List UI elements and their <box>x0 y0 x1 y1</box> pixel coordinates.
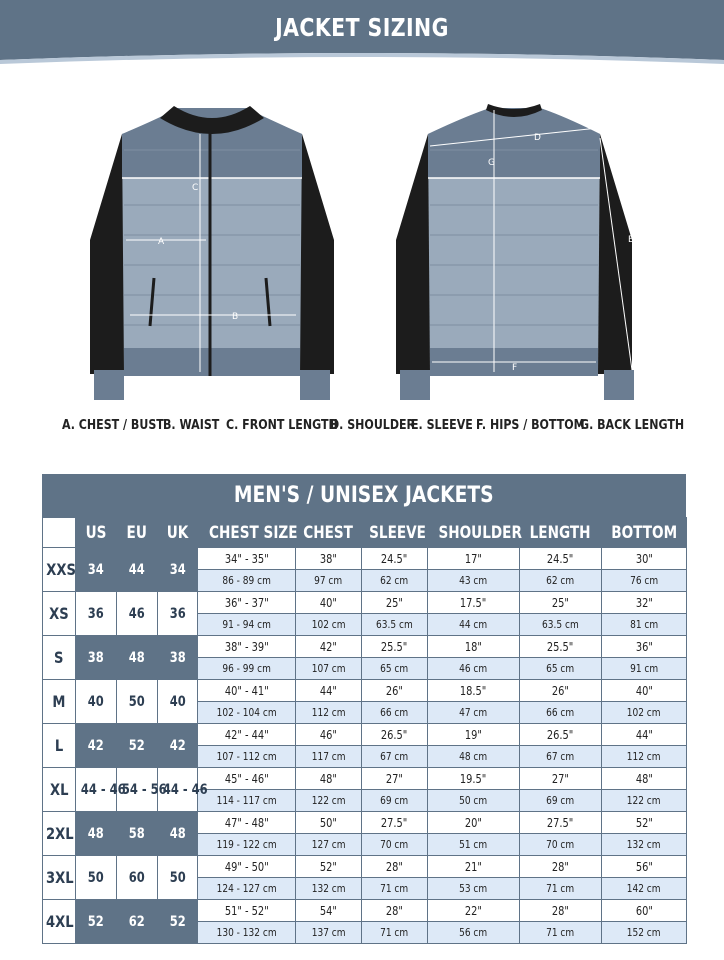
label-e: E <box>628 235 634 245</box>
sleeve-in: 26.5" <box>362 724 428 746</box>
shoulder-in: 17.5" <box>428 592 520 614</box>
label-c: C <box>192 183 199 193</box>
chest-cm: 102 cm <box>296 614 362 636</box>
column-header: LENGTH <box>520 518 602 548</box>
chest-cm: 132 cm <box>296 878 362 900</box>
chest-cm: 97 cm <box>296 570 362 592</box>
legend-item: A. CHEST / BUST <box>62 418 164 433</box>
chest-in: 42" <box>296 636 362 658</box>
chest-size-in: 38" - 39" <box>198 636 296 658</box>
legend-item: D. SHOULDER <box>330 418 416 433</box>
chest-size-in: 51" - 52" <box>198 900 296 922</box>
us-size: 50 <box>76 856 117 900</box>
table-row <box>43 812 687 834</box>
chest-cm: 127 cm <box>296 834 362 856</box>
sleeve-in: 25" <box>362 592 428 614</box>
sleeve-in: 25.5" <box>362 636 428 658</box>
column-header: SHOULDER <box>428 518 520 548</box>
shoulder-cm: 46 cm <box>428 658 520 680</box>
length-in: 27.5" <box>520 812 602 834</box>
header-blank <box>43 518 76 548</box>
chest-cm: 117 cm <box>296 746 362 768</box>
table-row <box>43 592 687 614</box>
sleeve-cm: 70 cm <box>362 834 428 856</box>
shoulder-cm: 48 cm <box>428 746 520 768</box>
bottom-in: 40" <box>602 680 687 702</box>
shoulder-cm: 53 cm <box>428 878 520 900</box>
bottom-in: 48" <box>602 768 687 790</box>
length-in: 28" <box>520 856 602 878</box>
bottom-cm: 142 cm <box>602 878 687 900</box>
size-label: S <box>43 636 76 680</box>
measurement-legend <box>0 418 724 440</box>
uk-size: 34 <box>158 548 198 592</box>
us-size: 36 <box>76 592 117 636</box>
bottom-cm: 91 cm <box>602 658 687 680</box>
legend-item: G. BACK LENGTH <box>580 418 685 433</box>
eu-size: 46 <box>117 592 158 636</box>
chest-size-in: 42" - 44" <box>198 724 296 746</box>
sleeve-in: 28" <box>362 900 428 922</box>
length-in: 28" <box>520 900 602 922</box>
sleeve-in: 27" <box>362 768 428 790</box>
length-cm: 67 cm <box>520 746 602 768</box>
chest-in: 48" <box>296 768 362 790</box>
size-label: 4XL <box>43 900 76 944</box>
sleeve-in: 24.5" <box>362 548 428 570</box>
front-jacket-figure <box>90 106 334 400</box>
length-cm: 63.5 cm <box>520 614 602 636</box>
chest-in: 46" <box>296 724 362 746</box>
bottom-in: 56" <box>602 856 687 878</box>
shoulder-in: 20" <box>428 812 520 834</box>
length-in: 24.5" <box>520 548 602 570</box>
table-row <box>43 680 687 702</box>
legend-item: F. HIPS / BOTTOM <box>476 418 585 433</box>
chest-size-in: 40" - 41" <box>198 680 296 702</box>
length-cm: 66 cm <box>520 702 602 724</box>
label-f: F <box>512 363 518 373</box>
label-g: G <box>488 158 495 168</box>
chest-cm: 107 cm <box>296 658 362 680</box>
length-in: 27" <box>520 768 602 790</box>
column-header: US <box>76 518 117 548</box>
legend-item: B. WAIST <box>163 418 220 433</box>
us-size: 34 <box>76 548 117 592</box>
bottom-cm: 112 cm <box>602 746 687 768</box>
label-a: A <box>158 237 165 247</box>
shoulder-cm: 50 cm <box>428 790 520 812</box>
us-size: 48 <box>76 812 117 856</box>
chest-size-cm: 102 - 104 cm <box>198 702 296 724</box>
chest-size-cm: 86 - 89 cm <box>198 570 296 592</box>
chest-cm: 122 cm <box>296 790 362 812</box>
bottom-in: 30" <box>602 548 687 570</box>
size-label: 3XL <box>43 856 76 900</box>
size-table <box>42 517 687 944</box>
length-cm: 71 cm <box>520 878 602 900</box>
sleeve-in: 26" <box>362 680 428 702</box>
label-b: B <box>232 312 239 322</box>
chest-in: 40" <box>296 592 362 614</box>
bottom-cm: 81 cm <box>602 614 687 636</box>
length-in: 25.5" <box>520 636 602 658</box>
eu-size: 54 - 56 <box>117 768 158 812</box>
length-cm: 70 cm <box>520 834 602 856</box>
column-header: SLEEVE <box>362 518 428 548</box>
shoulder-cm: 44 cm <box>428 614 520 636</box>
column-header: UK <box>158 518 198 548</box>
length-cm: 71 cm <box>520 922 602 944</box>
eu-size: 62 <box>117 900 158 944</box>
table-title: MEN'S / UNISEX JACKETS <box>42 474 686 518</box>
sleeve-cm: 67 cm <box>362 746 428 768</box>
shoulder-in: 18.5" <box>428 680 520 702</box>
column-header: CHEST SIZE <box>198 518 296 548</box>
table-row <box>43 548 687 570</box>
chest-in: 52" <box>296 856 362 878</box>
us-size: 38 <box>76 636 117 680</box>
length-cm: 69 cm <box>520 790 602 812</box>
size-label: XL <box>43 768 76 812</box>
length-in: 26.5" <box>520 724 602 746</box>
back-jacket-figure <box>396 104 634 400</box>
chest-size-cm: 91 - 94 cm <box>198 614 296 636</box>
shoulder-in: 19.5" <box>428 768 520 790</box>
uk-size: 42 <box>158 724 198 768</box>
shoulder-in: 17" <box>428 548 520 570</box>
uk-size: 52 <box>158 900 198 944</box>
sleeve-in: 27.5" <box>362 812 428 834</box>
size-label: L <box>43 724 76 768</box>
bottom-in: 44" <box>602 724 687 746</box>
legend-item: E. SLEEVE <box>411 418 473 433</box>
shoulder-cm: 51 cm <box>428 834 520 856</box>
bottom-cm: 152 cm <box>602 922 687 944</box>
shoulder-in: 22" <box>428 900 520 922</box>
us-size: 44 - 46 <box>76 768 117 812</box>
chest-size-in: 47" - 48" <box>198 812 296 834</box>
chest-size-cm: 96 - 99 cm <box>198 658 296 680</box>
table-row <box>43 768 687 790</box>
table-row <box>43 900 687 922</box>
us-size: 42 <box>76 724 117 768</box>
table-row <box>43 724 687 746</box>
us-size: 40 <box>76 680 117 724</box>
us-size: 52 <box>76 900 117 944</box>
chest-size-cm: 130 - 132 cm <box>198 922 296 944</box>
sleeve-cm: 62 cm <box>362 570 428 592</box>
chest-in: 50" <box>296 812 362 834</box>
shoulder-cm: 43 cm <box>428 570 520 592</box>
bottom-cm: 102 cm <box>602 702 687 724</box>
size-label: 2XL <box>43 812 76 856</box>
table-header-row <box>43 518 687 548</box>
shoulder-cm: 47 cm <box>428 702 520 724</box>
bottom-cm: 122 cm <box>602 790 687 812</box>
chest-in: 38" <box>296 548 362 570</box>
sleeve-in: 28" <box>362 856 428 878</box>
chest-in: 44" <box>296 680 362 702</box>
eu-size: 58 <box>117 812 158 856</box>
bottom-cm: 132 cm <box>602 834 687 856</box>
legend-item: C. FRONT LENGTH <box>226 418 338 433</box>
shoulder-in: 19" <box>428 724 520 746</box>
chest-size-in: 34" - 35" <box>198 548 296 570</box>
shoulder-in: 21" <box>428 856 520 878</box>
chest-size-in: 45" - 46" <box>198 768 296 790</box>
uk-size: 38 <box>158 636 198 680</box>
chest-size-in: 49" - 50" <box>198 856 296 878</box>
size-label: M <box>43 680 76 724</box>
bottom-in: 52" <box>602 812 687 834</box>
chest-size-in: 36" - 37" <box>198 592 296 614</box>
jacket-diagrams <box>0 90 724 410</box>
uk-size: 48 <box>158 812 198 856</box>
page-title: JACKET SIZING <box>275 13 449 42</box>
table-row <box>43 636 687 658</box>
sleeve-cm: 69 cm <box>362 790 428 812</box>
chest-in: 54" <box>296 900 362 922</box>
eu-size: 48 <box>117 636 158 680</box>
eu-size: 44 <box>117 548 158 592</box>
bottom-cm: 76 cm <box>602 570 687 592</box>
chest-cm: 137 cm <box>296 922 362 944</box>
table-row <box>43 856 687 878</box>
bottom-in: 32" <box>602 592 687 614</box>
chest-size-cm: 114 - 117 cm <box>198 790 296 812</box>
column-header: EU <box>117 518 158 548</box>
sleeve-cm: 66 cm <box>362 702 428 724</box>
length-in: 25" <box>520 592 602 614</box>
shoulder-in: 18" <box>428 636 520 658</box>
chest-cm: 112 cm <box>296 702 362 724</box>
sleeve-cm: 63.5 cm <box>362 614 428 636</box>
size-label: XS <box>43 592 76 636</box>
sleeve-cm: 65 cm <box>362 658 428 680</box>
column-header: CHEST <box>296 518 362 548</box>
eu-size: 60 <box>117 856 158 900</box>
chest-size-cm: 107 - 112 cm <box>198 746 296 768</box>
chest-size-cm: 119 - 122 cm <box>198 834 296 856</box>
bottom-in: 60" <box>602 900 687 922</box>
length-in: 26" <box>520 680 602 702</box>
uk-size: 50 <box>158 856 198 900</box>
uk-size: 44 - 46 <box>158 768 198 812</box>
size-label: XXS <box>43 548 76 592</box>
uk-size: 36 <box>158 592 198 636</box>
label-d: D <box>534 133 541 143</box>
sleeve-cm: 71 cm <box>362 878 428 900</box>
length-cm: 65 cm <box>520 658 602 680</box>
shoulder-cm: 56 cm <box>428 922 520 944</box>
bottom-in: 36" <box>602 636 687 658</box>
chest-size-cm: 124 - 127 cm <box>198 878 296 900</box>
column-header: BOTTOM <box>602 518 687 548</box>
eu-size: 52 <box>117 724 158 768</box>
sleeve-cm: 71 cm <box>362 922 428 944</box>
eu-size: 50 <box>117 680 158 724</box>
length-cm: 62 cm <box>520 570 602 592</box>
uk-size: 40 <box>158 680 198 724</box>
